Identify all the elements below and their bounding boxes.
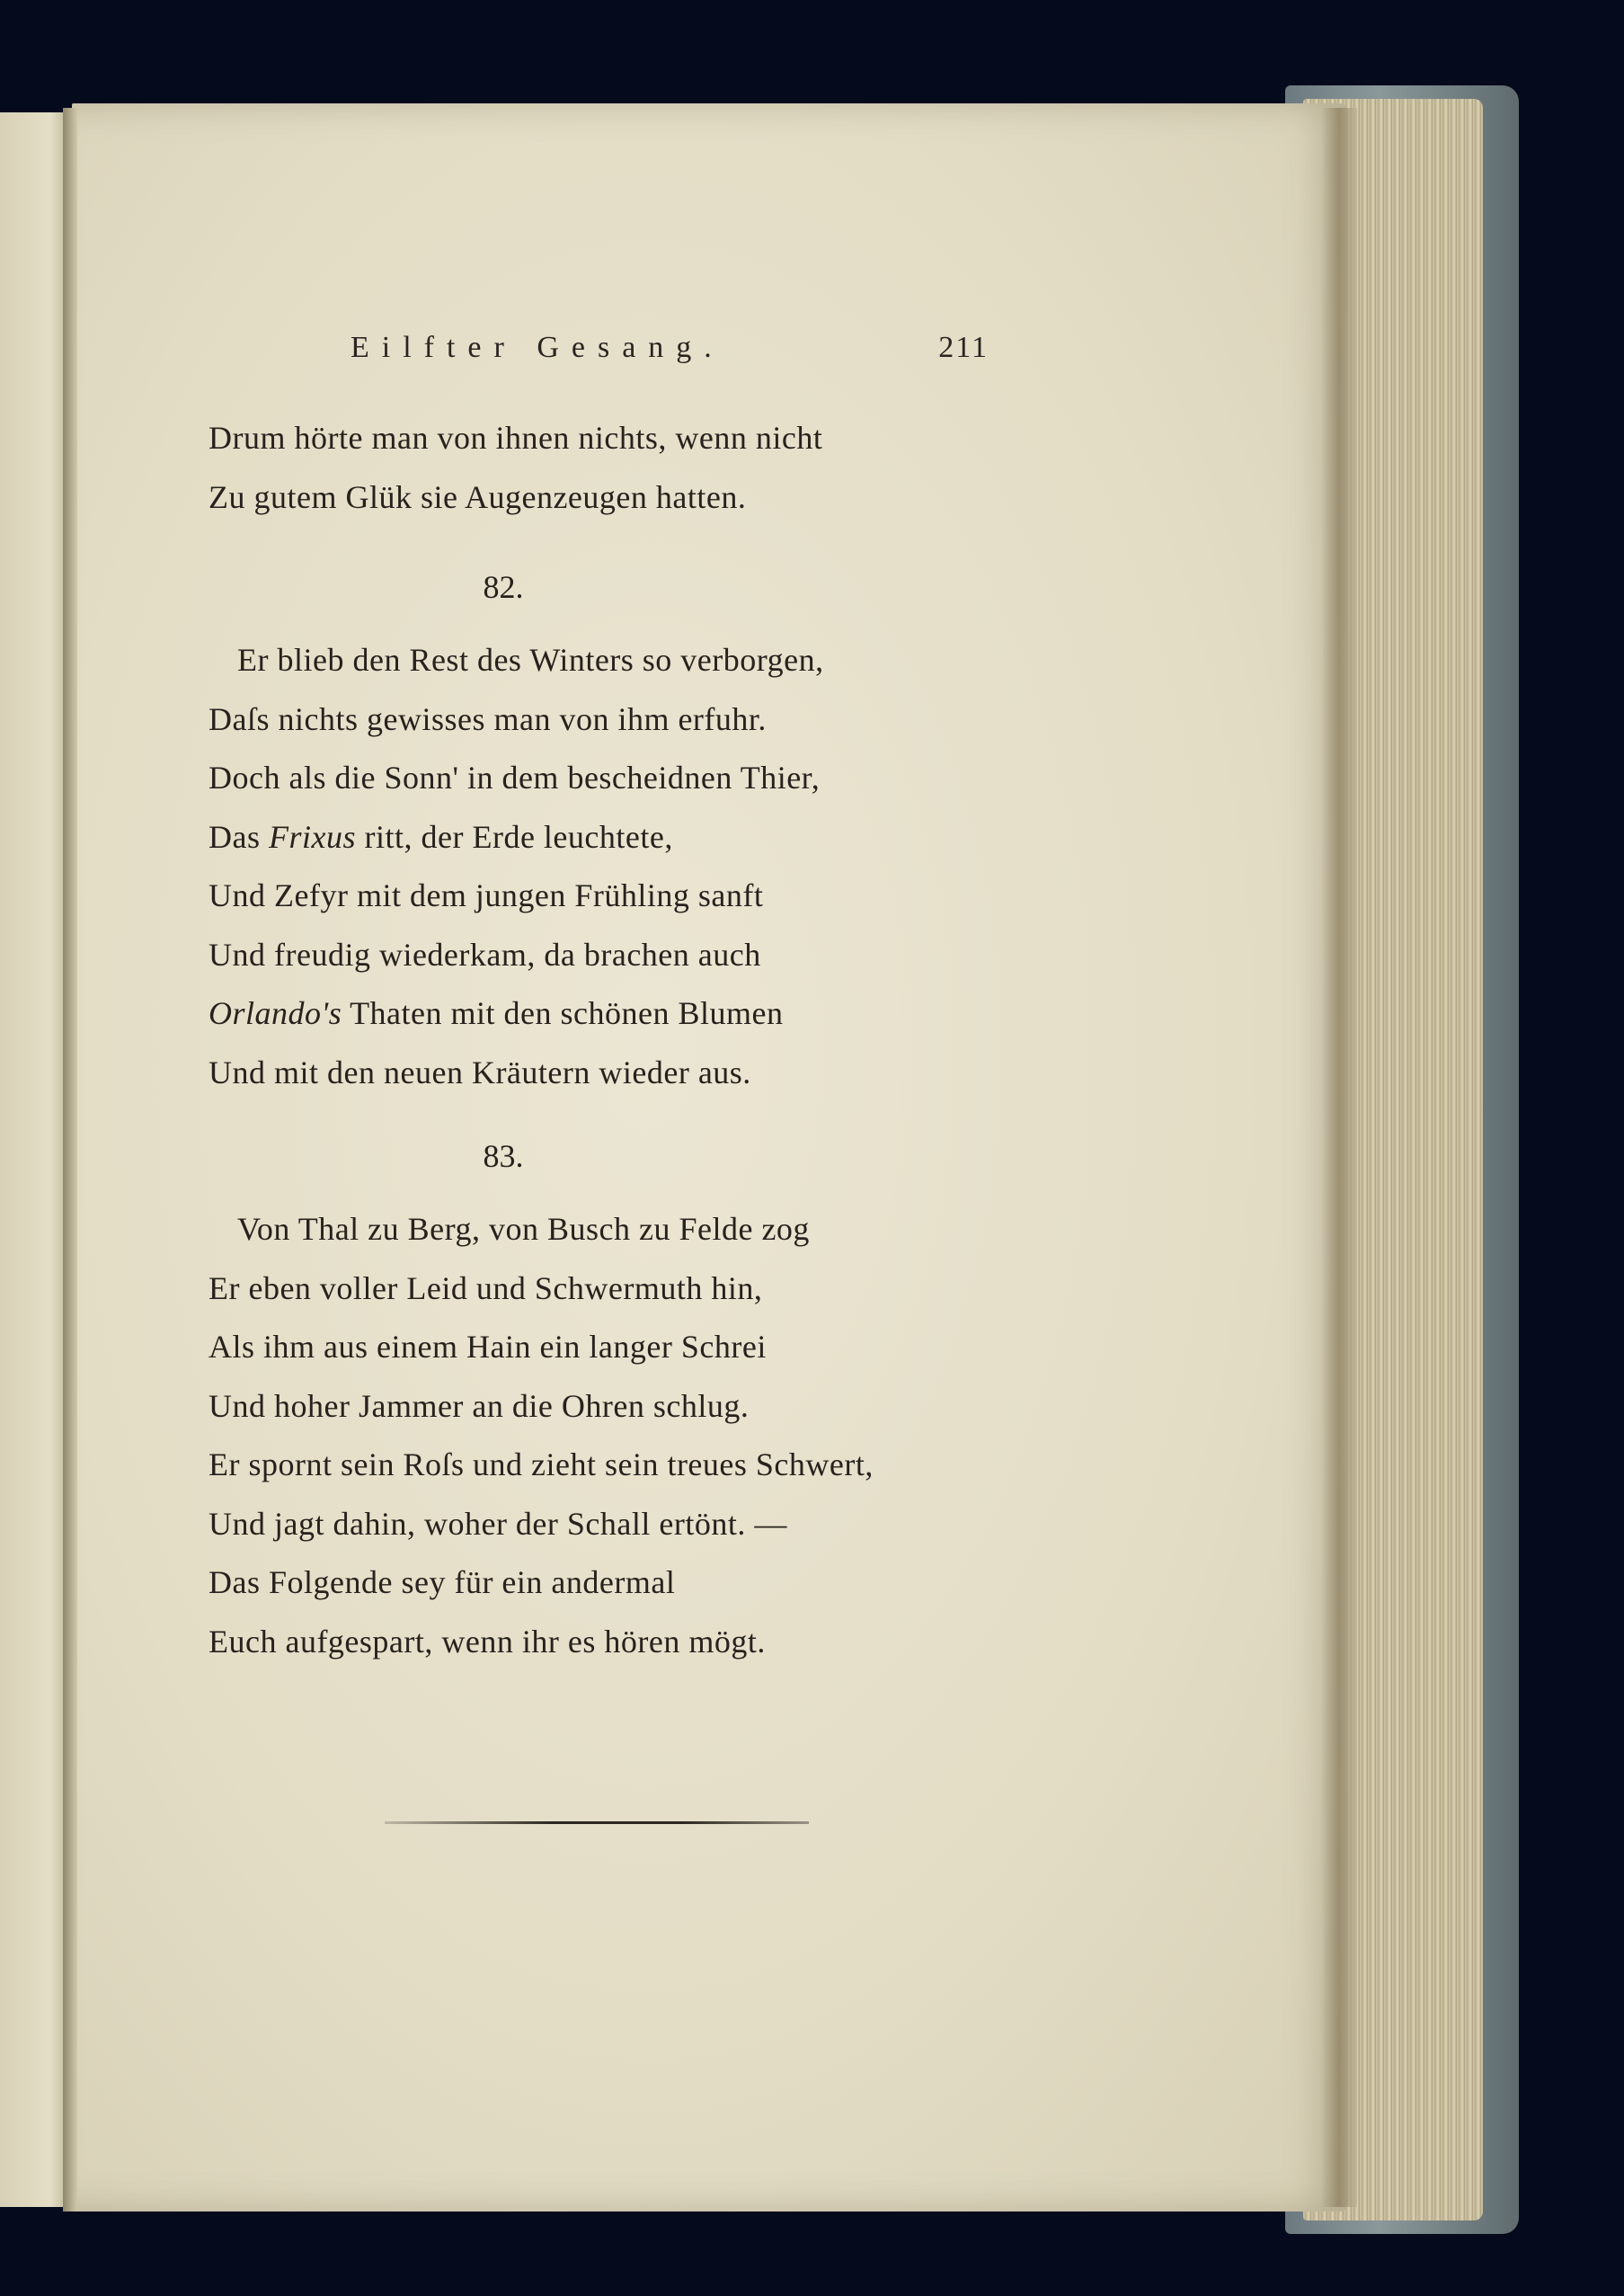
verse-line: Er eben voller Leid und Schwermuth hin,	[209, 1269, 763, 1306]
verse-line: Daſs nichts gewisses man von ihm erfuhr.	[209, 700, 767, 737]
running-title: Eilfter Gesang.	[351, 331, 724, 364]
verse-text: Das	[209, 818, 269, 855]
page-number: 211	[938, 331, 989, 364]
verse-line: Und hoher Jammer an die Ohren schlug.	[209, 1387, 750, 1424]
stanza-number: 82.	[483, 569, 524, 605]
verse-text: Thaten mit den schönen Blumen	[342, 995, 784, 1031]
verse-line: Das Folgende sey für ein andermal	[209, 1564, 676, 1600]
verse-line: Und Zefyr mit dem jungen Frühling sanft	[209, 877, 764, 913]
verse-line: Und freudig wiederkam, da brachen auch	[209, 936, 761, 973]
verse-line: Und mit den neuen Kräutern wieder aus.	[209, 1054, 751, 1090]
verse-text: ritt, der Erde leuchtete,	[356, 818, 673, 855]
verse-line: Zu gutem Glük sie Augenzeugen hatten.	[209, 478, 747, 515]
verse-line: Als ihm aus einem Hain ein langer Schrei	[209, 1329, 767, 1365]
name-orlando: Orlando's	[209, 995, 342, 1031]
stanza-82	[209, 631, 999, 1102]
end-rule	[385, 1821, 809, 1824]
verse-line: Er blieb den Rest des Winters so verborgen,	[237, 642, 824, 678]
verse-line: Er spornt sein Roſs und zieht sein treues Schwert,	[209, 1446, 874, 1482]
verse-line: Drum hörte man von ihnen nichts, wenn nicht	[209, 420, 823, 456]
stanza-83	[209, 1200, 999, 1671]
page-header	[351, 331, 989, 376]
verse-line: Doch als die Sonn' in dem bescheidnen Thier,	[209, 760, 821, 796]
verse-line: Und jagt dahin, woher der Schall ertönt. —	[209, 1505, 787, 1542]
name-frixus: Frixus	[269, 818, 356, 855]
verse-line: Euch aufgespart, wenn ihr es hören mögt.	[209, 1623, 766, 1660]
stanza-number: 83.	[483, 1138, 524, 1174]
verse-line	[209, 808, 999, 868]
verse-line	[209, 984, 999, 1044]
stanza-continuation	[209, 409, 999, 527]
page-edge-shadow	[1321, 108, 1357, 2207]
verse-line: Von Thal zu Berg, von Busch zu Felde zog	[237, 1211, 810, 1247]
